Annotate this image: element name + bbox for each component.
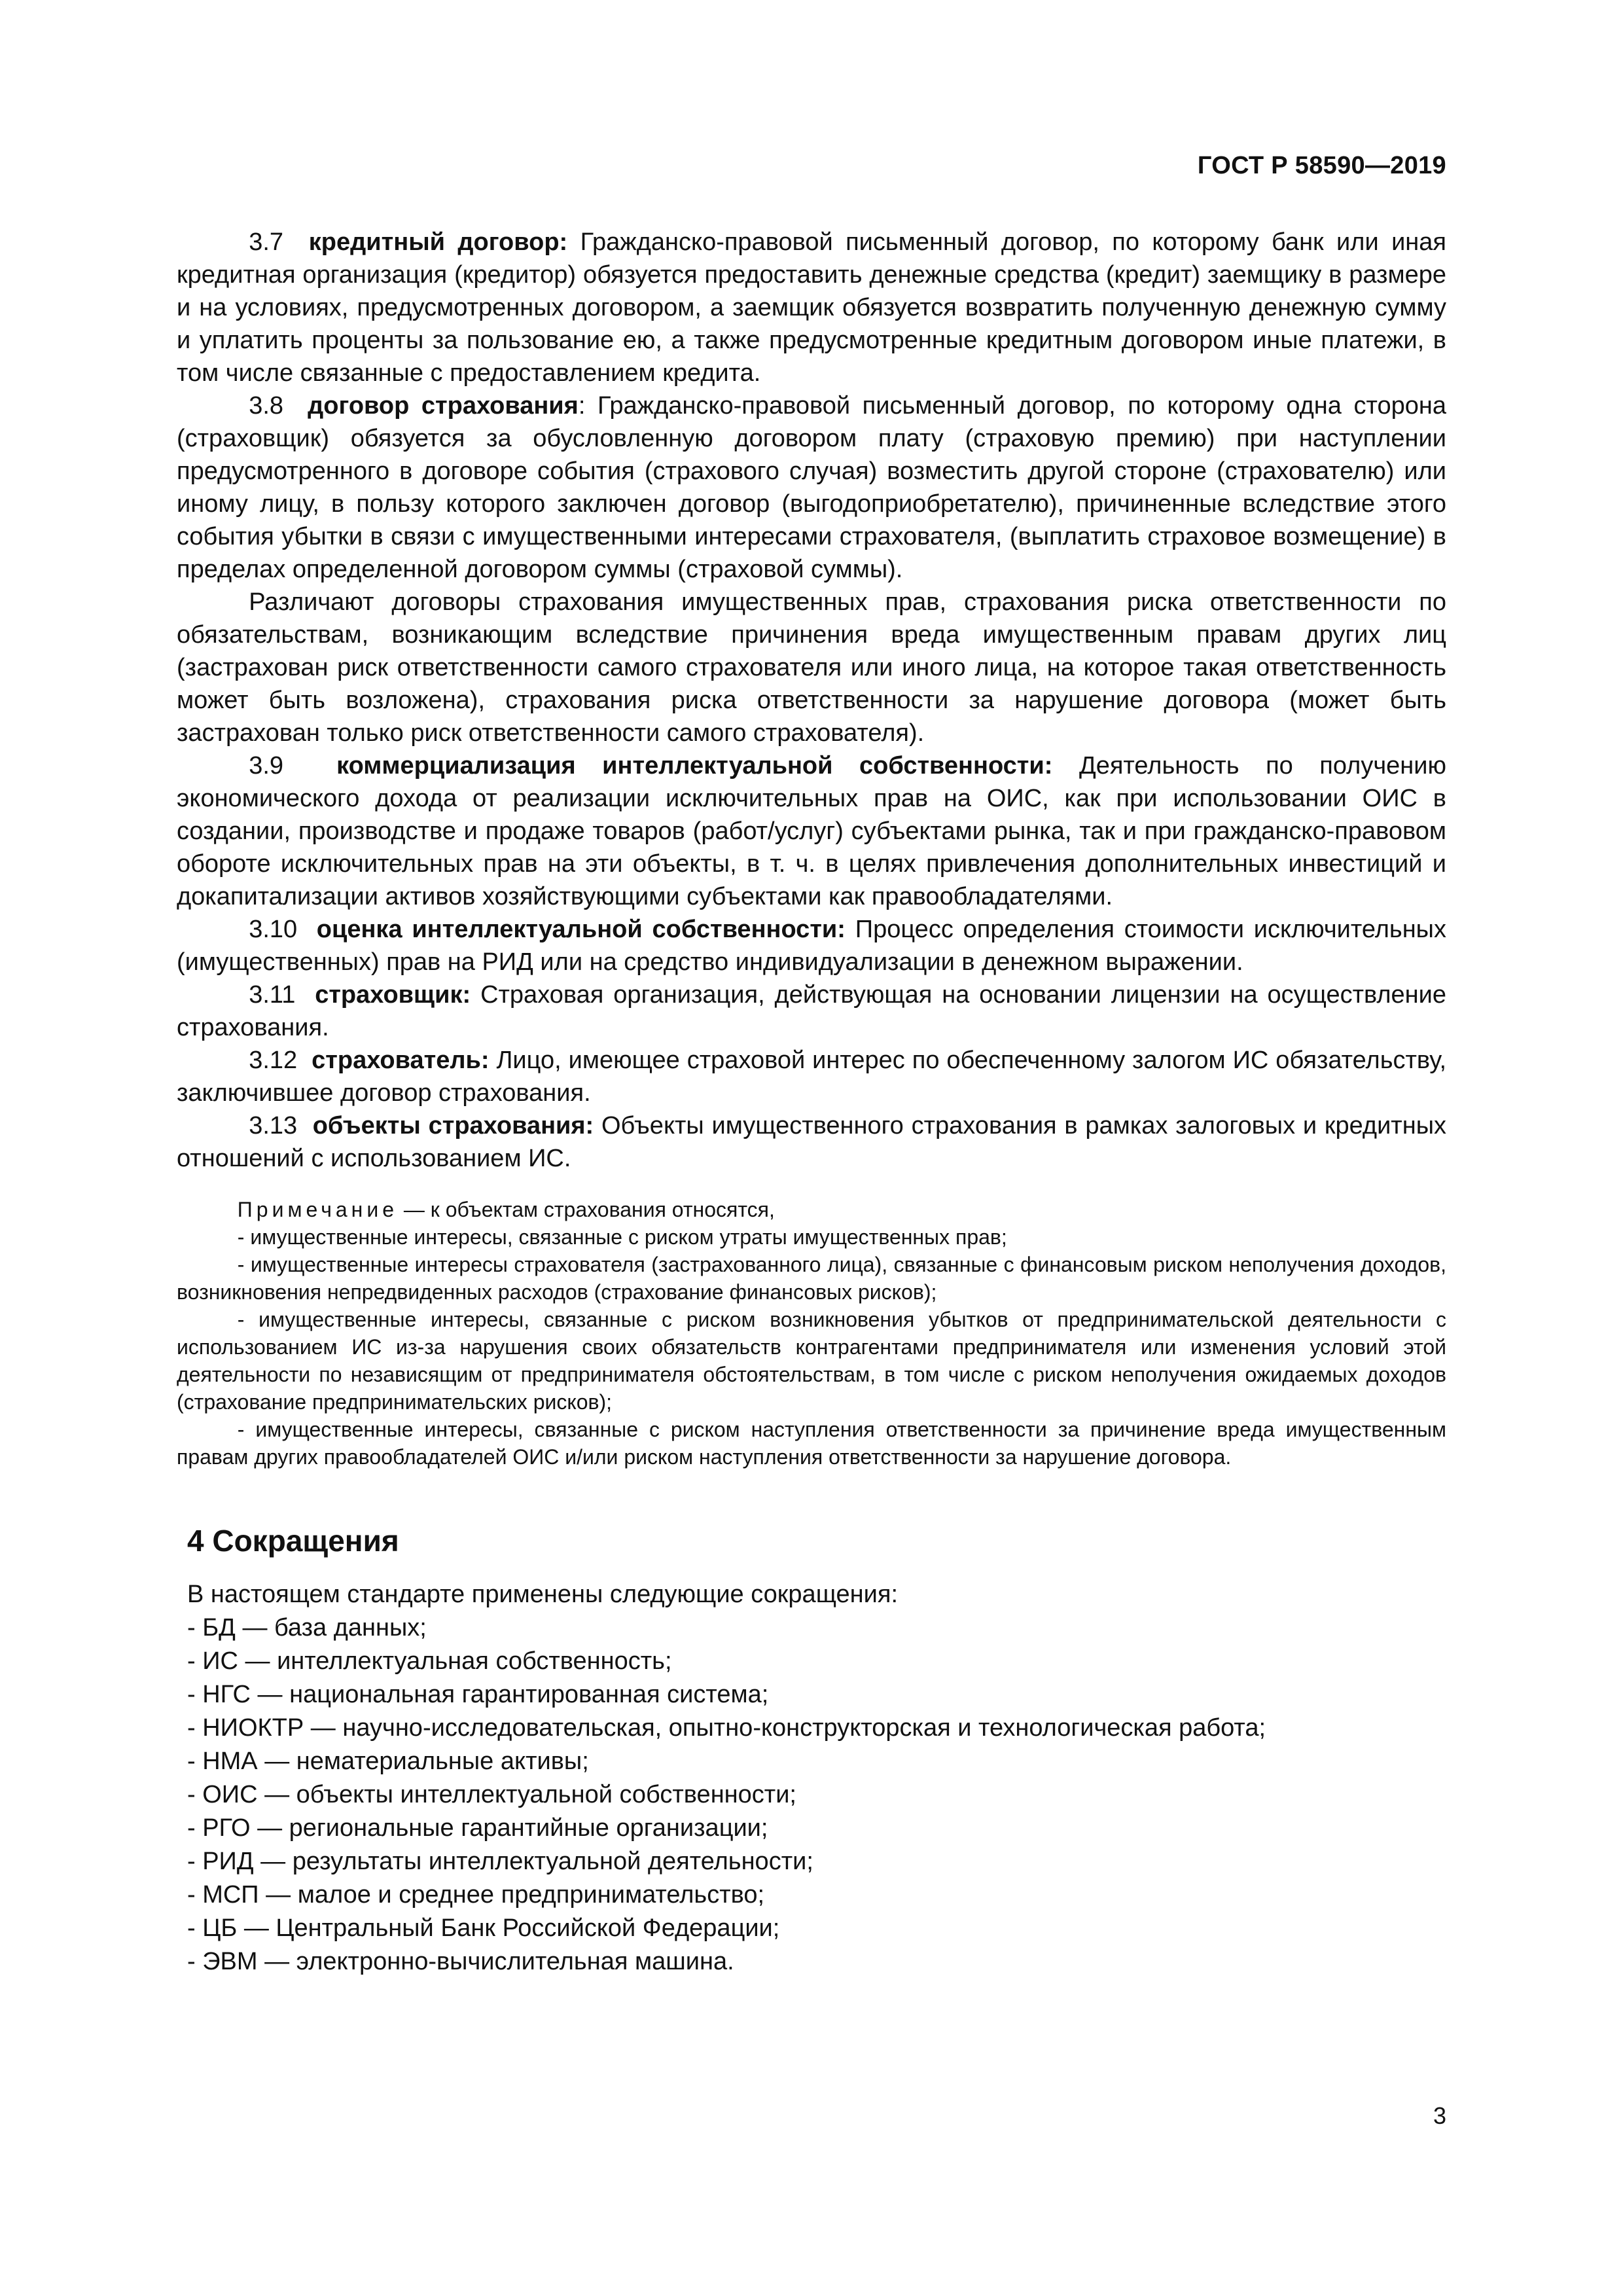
note-item: - имущественные интересы страхователя (застрахованного лица), связанные с финансовым риском неполучения доходов, возникновения непредвиденных расходов (страхование финансовых рисков); bbox=[177, 1253, 1446, 1304]
list-item: - ИС — интеллектуальная собственность; bbox=[187, 1647, 672, 1675]
definition-text: Процесс определения стоимости исключительных (имущественных) прав на РИД или на средство индивидуализации в денежном выражении. bbox=[177, 916, 1446, 976]
note-item: - имущественные интересы, связанные с риском утраты имущественных прав; bbox=[237, 1225, 1007, 1249]
definition-3-10 bbox=[177, 913, 1446, 978]
definition-text: : Гражданско-правовой письменный договор, по которому одна сторона (страховщик) обязуется за обусловленную договором плату (страховую премию) при наступлении предусмотренного в договоре события (страхового случая) возместить другой стороне (страхователю) или иному лицу, в пользу которого заключен договор (выгодоприобретателю), причиненные вследствие этого события убытки в связи с имущественными интересами страхователя, (выплатить страховое возмещение) в пределах определенной договором суммы (страховой суммы). bbox=[177, 392, 1446, 583]
list-item: - РИД — результаты интеллектуальной деятельности; bbox=[187, 1848, 813, 1875]
list-item: - БД — база данных; bbox=[187, 1614, 427, 1641]
abbreviations-block bbox=[177, 1578, 1446, 1979]
page-content bbox=[177, 226, 1446, 1979]
page-number: 3 bbox=[1433, 2102, 1446, 2129]
definition-term: договор страхования bbox=[308, 392, 579, 420]
note-intro-text: — к объектам страхования относятся, bbox=[398, 1198, 775, 1221]
document-id-header: ГОСТ Р 58590—2019 bbox=[1197, 152, 1446, 179]
definition-term: кредитный договор: bbox=[308, 228, 568, 256]
note-intro bbox=[177, 1196, 1446, 1223]
definition-number: 3.10 bbox=[249, 916, 298, 943]
definition-3-9 bbox=[177, 749, 1446, 913]
definition-text: Страховая организация, действующая на основании лицензии на осуществление страхования. bbox=[177, 981, 1446, 1041]
definition-text: Гражданско-правовой письменный договор, по которому банк или иная кредитная организация (кредитор) обязуется предоставить денежные средства (кредит) заемщику в размере и на условиях, предусмотренных договором, а заемщик обязуется возвратить полученную денежную сумму и уплатить проценты за пользование ею, а также предусмотренные кредитным договором иные платежи, в том числе связанные с предоставлением кредита. bbox=[177, 228, 1446, 387]
definition-3-12 bbox=[177, 1044, 1446, 1109]
note-block bbox=[177, 1196, 1446, 1471]
section-heading: 4 Сокращения bbox=[187, 1524, 399, 1558]
definition-text: Деятельность по получению экономического дохода от реализации исключительных прав на ОИС, как при использовании ОИС в создании, производстве и продаже товаров (работ/услуг) субъектами рынка, так и при гражданско-правовом обороте исключительных прав на эти объекты, в т. ч. в целях привлечения дополнительных инвестиций и докапитализации активов хозяйствующими субъектами как правообладателями. bbox=[177, 752, 1446, 910]
note-item: - имущественные интересы, связанные с риском наступления ответственности за причинение вреда имущественным правам других правообладателей ОИС и/или риском наступления ответственности за нарушение договора. bbox=[177, 1418, 1446, 1469]
definition-term: коммерциализация интеллектуальной собственности: bbox=[336, 752, 1053, 780]
list-item: - РГО — региональные гарантийные организации; bbox=[187, 1814, 768, 1842]
definition-term: страховщик: bbox=[315, 981, 471, 1009]
list-item: - МСП — малое и среднее предпринимательство; bbox=[187, 1881, 765, 1909]
definition-number: 3.8 bbox=[249, 392, 284, 420]
definition-term: объекты страхования: bbox=[312, 1112, 594, 1139]
note-label: Примечание bbox=[237, 1198, 399, 1221]
definition-text: Лицо, имеющее страховой интерес по обеспеченному залогом ИС обязательству, заключившее договор страхования. bbox=[177, 1047, 1447, 1107]
definition-3-11 bbox=[177, 978, 1446, 1044]
definition-3-7 bbox=[177, 226, 1446, 389]
definition-term: оценка интеллектуальной собственности: bbox=[316, 916, 846, 943]
list-item: - ОИС — объекты интеллектуальной собственности; bbox=[187, 1781, 796, 1808]
definition-text: Объекты имущественного страхования в рамках залоговых и кредитных отношений с использованием ИС. bbox=[177, 1112, 1447, 1172]
definition-3-13 bbox=[177, 1109, 1446, 1175]
abbreviations-intro: В настоящем стандарте применены следующие сокращения: bbox=[187, 1581, 899, 1608]
abbreviations-list bbox=[177, 1611, 1446, 1979]
definition-number: 3.11 bbox=[249, 981, 296, 1009]
definition-3-8 bbox=[177, 389, 1446, 586]
definition-number: 3.9 bbox=[249, 752, 284, 780]
definition-number: 3.12 bbox=[249, 1047, 298, 1074]
definition-term: страхователь: bbox=[312, 1047, 490, 1074]
definition-number: 3.7 bbox=[249, 228, 284, 256]
list-item: - ЦБ — Центральный Банк Российской Федерации; bbox=[187, 1914, 780, 1942]
list-item: - НГС — национальная гарантированная система; bbox=[187, 1681, 769, 1708]
list-item: - ЭВМ — электронно-вычислительная машина. bbox=[187, 1948, 734, 1975]
note-item: - имущественные интересы, связанные с риском возникновения убытков от предпринимательской деятельности с использованием ИС из-за нарушения своих обязательств контрагентами предпринимателя или изменения условий этой деятельности по независящим от предпринимателя обстоятельствам, в том числе с риском неполучения ожидаемых доходов (страхование предпринимательских рисков); bbox=[177, 1308, 1446, 1414]
list-item: - НМА — нематериальные активы; bbox=[187, 1748, 589, 1775]
definition-3-8-paragraph: Различают договоры страхования имущественных прав, страхования риска ответственности по обязательствам, возникающим вследствие причинения вреда имущественным правам других лиц (застрахован риск ответственности самого страхователя или иного лица, на которое такая ответственность может быть возложена), страхования риска ответственности за нарушение договора (может быть застрахован только риск ответственности самого страхователя). bbox=[177, 588, 1446, 747]
list-item: - НИОКТР — научно-исследовательская, опытно-конструкторская и технологическая работа; bbox=[187, 1714, 1266, 1742]
definition-number: 3.13 bbox=[249, 1112, 298, 1139]
